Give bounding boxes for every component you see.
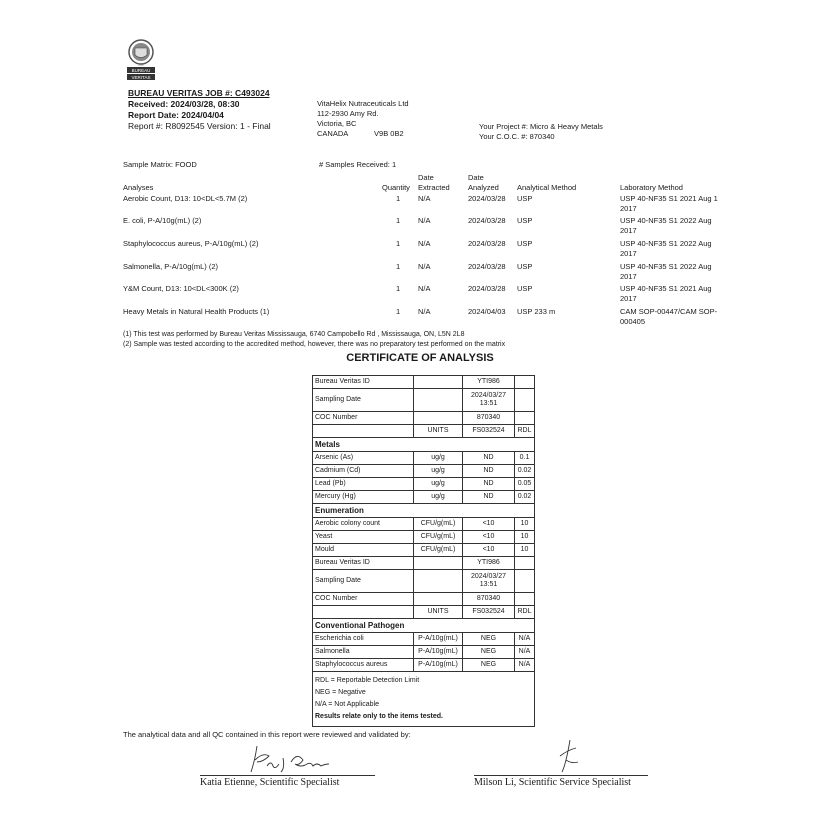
analysis-lab-method-cont: 2017 xyxy=(620,272,637,281)
client-street: 112-2930 Amy Rd. xyxy=(317,109,379,118)
analysis-extracted: N/A xyxy=(418,239,431,248)
analyte-unit: CFU/g(mL) xyxy=(414,531,463,544)
coa-cell xyxy=(515,593,535,606)
coc-number: Your C.O.C. #: 870340 xyxy=(479,132,555,141)
report-date: Report Date: 2024/04/04 xyxy=(128,110,224,120)
coa-cell xyxy=(414,557,463,570)
analyte-result: NEG xyxy=(463,646,515,659)
analyte-unit: ug/g xyxy=(414,452,463,465)
bureau-veritas-logo xyxy=(124,38,158,82)
analysis-lab-method: USP 40-NF35 S1 2022 Aug xyxy=(620,216,712,225)
coa-value xyxy=(463,570,515,593)
analysis-qty: 1 xyxy=(396,194,401,203)
coa-note-row xyxy=(313,687,535,699)
analysis-analyzed: 2024/03/28 xyxy=(468,284,506,293)
coa-row xyxy=(313,425,535,438)
analyte-unit: P-A/10g(mL) xyxy=(414,646,463,659)
sampling-time: 13:51 xyxy=(479,581,498,588)
footnote-1: (1) This test was performed by Bureau Veritas Mississauga, 6740 Campobello Rd , Mississauga, ON, L5N 2L8 xyxy=(123,331,465,338)
coa-row xyxy=(313,531,535,544)
analyte-rdl: N/A xyxy=(515,659,535,672)
analysis-extracted: N/A xyxy=(418,307,431,316)
coa-row xyxy=(313,478,535,491)
client-address xyxy=(317,99,409,139)
section-title-metals: Metals xyxy=(313,438,535,452)
analysis-qty: 1 xyxy=(396,239,401,248)
analysis-method: USP xyxy=(517,216,533,225)
analyte-name: Mercury (Hg) xyxy=(313,491,414,504)
analysis-lab-method: CAM SOP-00447/CAM SOP- xyxy=(620,307,718,316)
analyzed-header-2: Analyzed xyxy=(468,183,499,192)
note-na: N/A = Not Applicable xyxy=(313,699,535,711)
note-neg: NEG = Negative xyxy=(313,687,535,699)
signature-line-2 xyxy=(474,775,648,776)
coa-row xyxy=(313,593,535,606)
validation-statement: The analytical data and all QC contained in this report were reviewed and validated by: xyxy=(123,730,411,739)
analyte-unit: P-A/10g(mL) xyxy=(414,633,463,646)
analyte-name: Escherichia coli xyxy=(313,633,414,646)
analyte-rdl: N/A xyxy=(515,646,535,659)
analyses-header: Analyses xyxy=(123,183,154,192)
sampling-time: 13:51 xyxy=(479,400,498,407)
coa-row xyxy=(313,606,535,619)
analysis-qty: 1 xyxy=(396,284,401,293)
client-postal: V9B 0B2 xyxy=(374,129,404,138)
svg-text:1828: 1828 xyxy=(138,63,144,67)
analyte-rdl: 0.02 xyxy=(515,465,535,478)
analyte-rdl: 10 xyxy=(515,518,535,531)
analyte-result: NEG xyxy=(463,633,515,646)
coa-section-row xyxy=(313,438,535,452)
samples-received: # Samples Received: 1 xyxy=(319,160,397,169)
coa-cell xyxy=(414,570,463,593)
analysis-lab-method: USP 40-NF35 S1 2022 Aug xyxy=(620,262,712,271)
report-header xyxy=(128,88,271,132)
signature-katia xyxy=(245,742,335,776)
received-date: Received: 2024/03/28, 08:30 xyxy=(128,99,240,109)
job-number: BUREAU VERITAS JOB #: C493024 xyxy=(128,88,270,98)
coa-value: 870340 xyxy=(463,593,515,606)
analysis-qty: 1 xyxy=(396,216,401,225)
sampling-date: 2024/03/27 xyxy=(470,392,507,399)
coa-section-row xyxy=(313,619,535,633)
analysis-method: USP 233 m xyxy=(517,307,556,316)
analysis-method: USP xyxy=(517,262,533,271)
analyte-name: Arsenic (As) xyxy=(313,452,414,465)
coa-title: CERTIFICATE OF ANALYSIS xyxy=(346,352,494,364)
analysis-extracted: N/A xyxy=(418,262,431,271)
client-country: CANADA xyxy=(317,129,348,138)
coa-label: Bureau Veritas ID xyxy=(313,557,414,570)
analyte-rdl: 0.05 xyxy=(515,478,535,491)
rdl-header: RDL xyxy=(515,606,535,619)
project-info xyxy=(479,122,603,142)
analysis-lab-method-cont: 2017 xyxy=(620,294,637,303)
units-header: UNITS xyxy=(414,606,463,619)
coa-cell xyxy=(515,412,535,425)
analysis-lab-method-cont: 2017 xyxy=(620,204,637,213)
analyzed-header-1: Date xyxy=(468,173,484,182)
analysis-extracted: N/A xyxy=(418,284,431,293)
analyte-result: ND xyxy=(463,491,515,504)
analyte-result: <10 xyxy=(463,544,515,557)
analysis-name: Salmonella, P-A/10g(mL) (2) xyxy=(123,262,219,271)
coa-value: YTI986 xyxy=(463,376,515,389)
analysis-analyzed: 2024/03/28 xyxy=(468,239,506,248)
analyte-unit: ug/g xyxy=(414,465,463,478)
analysis-analyzed: 2024/03/28 xyxy=(468,194,506,203)
signer-2-name: Milson Li, Scientific Service Specialist xyxy=(474,777,631,788)
section-title-pathogen: Conventional Pathogen xyxy=(313,619,535,633)
analyte-result: <10 xyxy=(463,531,515,544)
project-name: Your Project #: Micro & Heavy Metals xyxy=(479,122,603,131)
analyte-name: Salmonella xyxy=(313,646,414,659)
coa-section-row xyxy=(313,504,535,518)
report-number: Report #: R8092545 Version: 1 - Final xyxy=(128,121,271,131)
analysis-lab-method: USP 40-NF35 S1 2021 Aug xyxy=(620,284,712,293)
certificate-of-analysis-table xyxy=(312,375,535,727)
rdl-header: RDL xyxy=(515,425,535,438)
analyte-name: Mould xyxy=(313,544,414,557)
section-title-enumeration: Enumeration xyxy=(313,504,535,518)
coa-label: COC Number xyxy=(313,412,414,425)
analyte-rdl: 0.02 xyxy=(515,491,535,504)
analyte-unit: CFU/g(mL) xyxy=(414,544,463,557)
coa-row xyxy=(313,646,535,659)
analysis-lab-method-cont: 2017 xyxy=(620,226,637,235)
units-header: UNITS xyxy=(414,425,463,438)
analysis-lab-method: USP 40-NF35 S1 2021 Aug 1 xyxy=(620,194,718,203)
coa-row xyxy=(313,570,535,593)
coa-row xyxy=(313,491,535,504)
analysis-name: Heavy Metals in Natural Health Products (1) xyxy=(123,307,270,316)
client-country-line xyxy=(317,129,409,139)
signature-milson xyxy=(540,738,590,776)
coa-row xyxy=(313,376,535,389)
analyte-result: <10 xyxy=(463,518,515,531)
analysis-extracted: N/A xyxy=(418,194,431,203)
coa-note-row xyxy=(313,699,535,711)
analyte-name: Yeast xyxy=(313,531,414,544)
sample-code: FS032524 xyxy=(463,606,515,619)
coa-cell xyxy=(515,570,535,593)
analyte-rdl: 10 xyxy=(515,544,535,557)
method-header: Analytical Method xyxy=(517,183,577,192)
coa-row xyxy=(313,452,535,465)
analyte-unit: CFU/g(mL) xyxy=(414,518,463,531)
analysis-name: Aerobic Count, D13: 10<DL<5.7M (2) xyxy=(123,194,248,203)
svg-text:VERITAS: VERITAS xyxy=(131,75,151,80)
coa-row xyxy=(313,465,535,478)
coa-value: YTI986 xyxy=(463,557,515,570)
coa-label: COC Number xyxy=(313,593,414,606)
footnote-2: (2) Sample was tested according to the accredited method, however, there was no preparatory test performed on the matrix xyxy=(123,340,506,348)
client-name: VitaHelix Nutraceuticals Ltd xyxy=(317,99,409,108)
analyte-unit: ug/g xyxy=(414,491,463,504)
analysis-method: USP xyxy=(517,284,533,293)
coa-row xyxy=(313,633,535,646)
note-results: Results relate only to the items tested. xyxy=(313,711,535,727)
coa-row xyxy=(313,518,535,531)
analyte-result: ND xyxy=(463,478,515,491)
coa-row xyxy=(313,544,535,557)
coa-note-row xyxy=(313,711,535,727)
note-rdl: RDL = Reportable Detection Limit xyxy=(313,672,535,688)
coa-note-row xyxy=(313,672,535,688)
analyte-name: Aerobic colony count xyxy=(313,518,414,531)
coa-row xyxy=(313,389,535,412)
coa-row xyxy=(313,659,535,672)
extracted-header-1: Date xyxy=(418,173,434,182)
analyte-result: ND xyxy=(463,465,515,478)
svg-text:BUREAU: BUREAU xyxy=(131,68,151,73)
coa-cell xyxy=(313,425,414,438)
analyte-result: NEG xyxy=(463,659,515,672)
analyte-unit: P-A/10g(mL) xyxy=(414,659,463,672)
analysis-name: Y&M Count, D13: 10<DL<300K (2) xyxy=(123,284,239,293)
coa-cell xyxy=(515,376,535,389)
analysis-analyzed: 2024/03/28 xyxy=(468,216,506,225)
coa-label: Bureau Veritas ID xyxy=(313,376,414,389)
sample-matrix: Sample Matrix: FOOD xyxy=(123,160,197,169)
analysis-analyzed: 2024/03/28 xyxy=(468,262,506,271)
coa-label: Sampling Date xyxy=(313,389,414,412)
analysis-lab-method: USP 40-NF35 S1 2022 Aug xyxy=(620,239,712,248)
analysis-method: USP xyxy=(517,194,533,203)
analysis-name: E. coli, P-A/10g(mL) (2) xyxy=(123,216,202,225)
analyte-name: Cadmium (Cd) xyxy=(313,465,414,478)
analysis-qty: 1 xyxy=(396,307,401,316)
coa-cell xyxy=(414,412,463,425)
coa-cell xyxy=(515,557,535,570)
coa-label: Sampling Date xyxy=(313,570,414,593)
extracted-header-2: Extracted xyxy=(418,183,450,192)
analyte-rdl: 10 xyxy=(515,531,535,544)
analyte-rdl: 0.1 xyxy=(515,452,535,465)
coa-row xyxy=(313,412,535,425)
analysis-lab-method-cont: 000405 xyxy=(620,317,646,326)
analysis-qty: 1 xyxy=(396,262,401,271)
analyte-rdl: N/A xyxy=(515,633,535,646)
analyte-name: Staphylococcus aureus xyxy=(313,659,414,672)
coa-row xyxy=(313,557,535,570)
coa-cell xyxy=(313,606,414,619)
analyte-result: ND xyxy=(463,452,515,465)
signer-1-name: Katia Etienne, Scientific Specialist xyxy=(200,777,340,788)
coa-value: 870340 xyxy=(463,412,515,425)
analysis-method: USP xyxy=(517,239,533,248)
analysis-name: Staphylococcus aureus, P-A/10g(mL) (2) xyxy=(123,239,259,248)
analysis-extracted: N/A xyxy=(418,216,431,225)
coa-value xyxy=(463,389,515,412)
footnotes xyxy=(123,330,505,349)
analyte-name: Lead (Pb) xyxy=(313,478,414,491)
analyte-unit: ug/g xyxy=(414,478,463,491)
coa-cell xyxy=(414,593,463,606)
lab-method-header: Laboratory Method xyxy=(620,183,683,192)
sample-code: FS032524 xyxy=(463,425,515,438)
signature-line-1 xyxy=(200,775,375,776)
coa-cell xyxy=(414,376,463,389)
coa-cell xyxy=(515,389,535,412)
quantity-header: Quantity xyxy=(382,183,410,192)
client-city: Victoria, BC xyxy=(317,119,357,128)
sampling-date: 2024/03/27 xyxy=(470,573,507,580)
coa-cell xyxy=(414,389,463,412)
analysis-analyzed: 2024/04/03 xyxy=(468,307,506,316)
analysis-lab-method-cont: 2017 xyxy=(620,249,637,258)
